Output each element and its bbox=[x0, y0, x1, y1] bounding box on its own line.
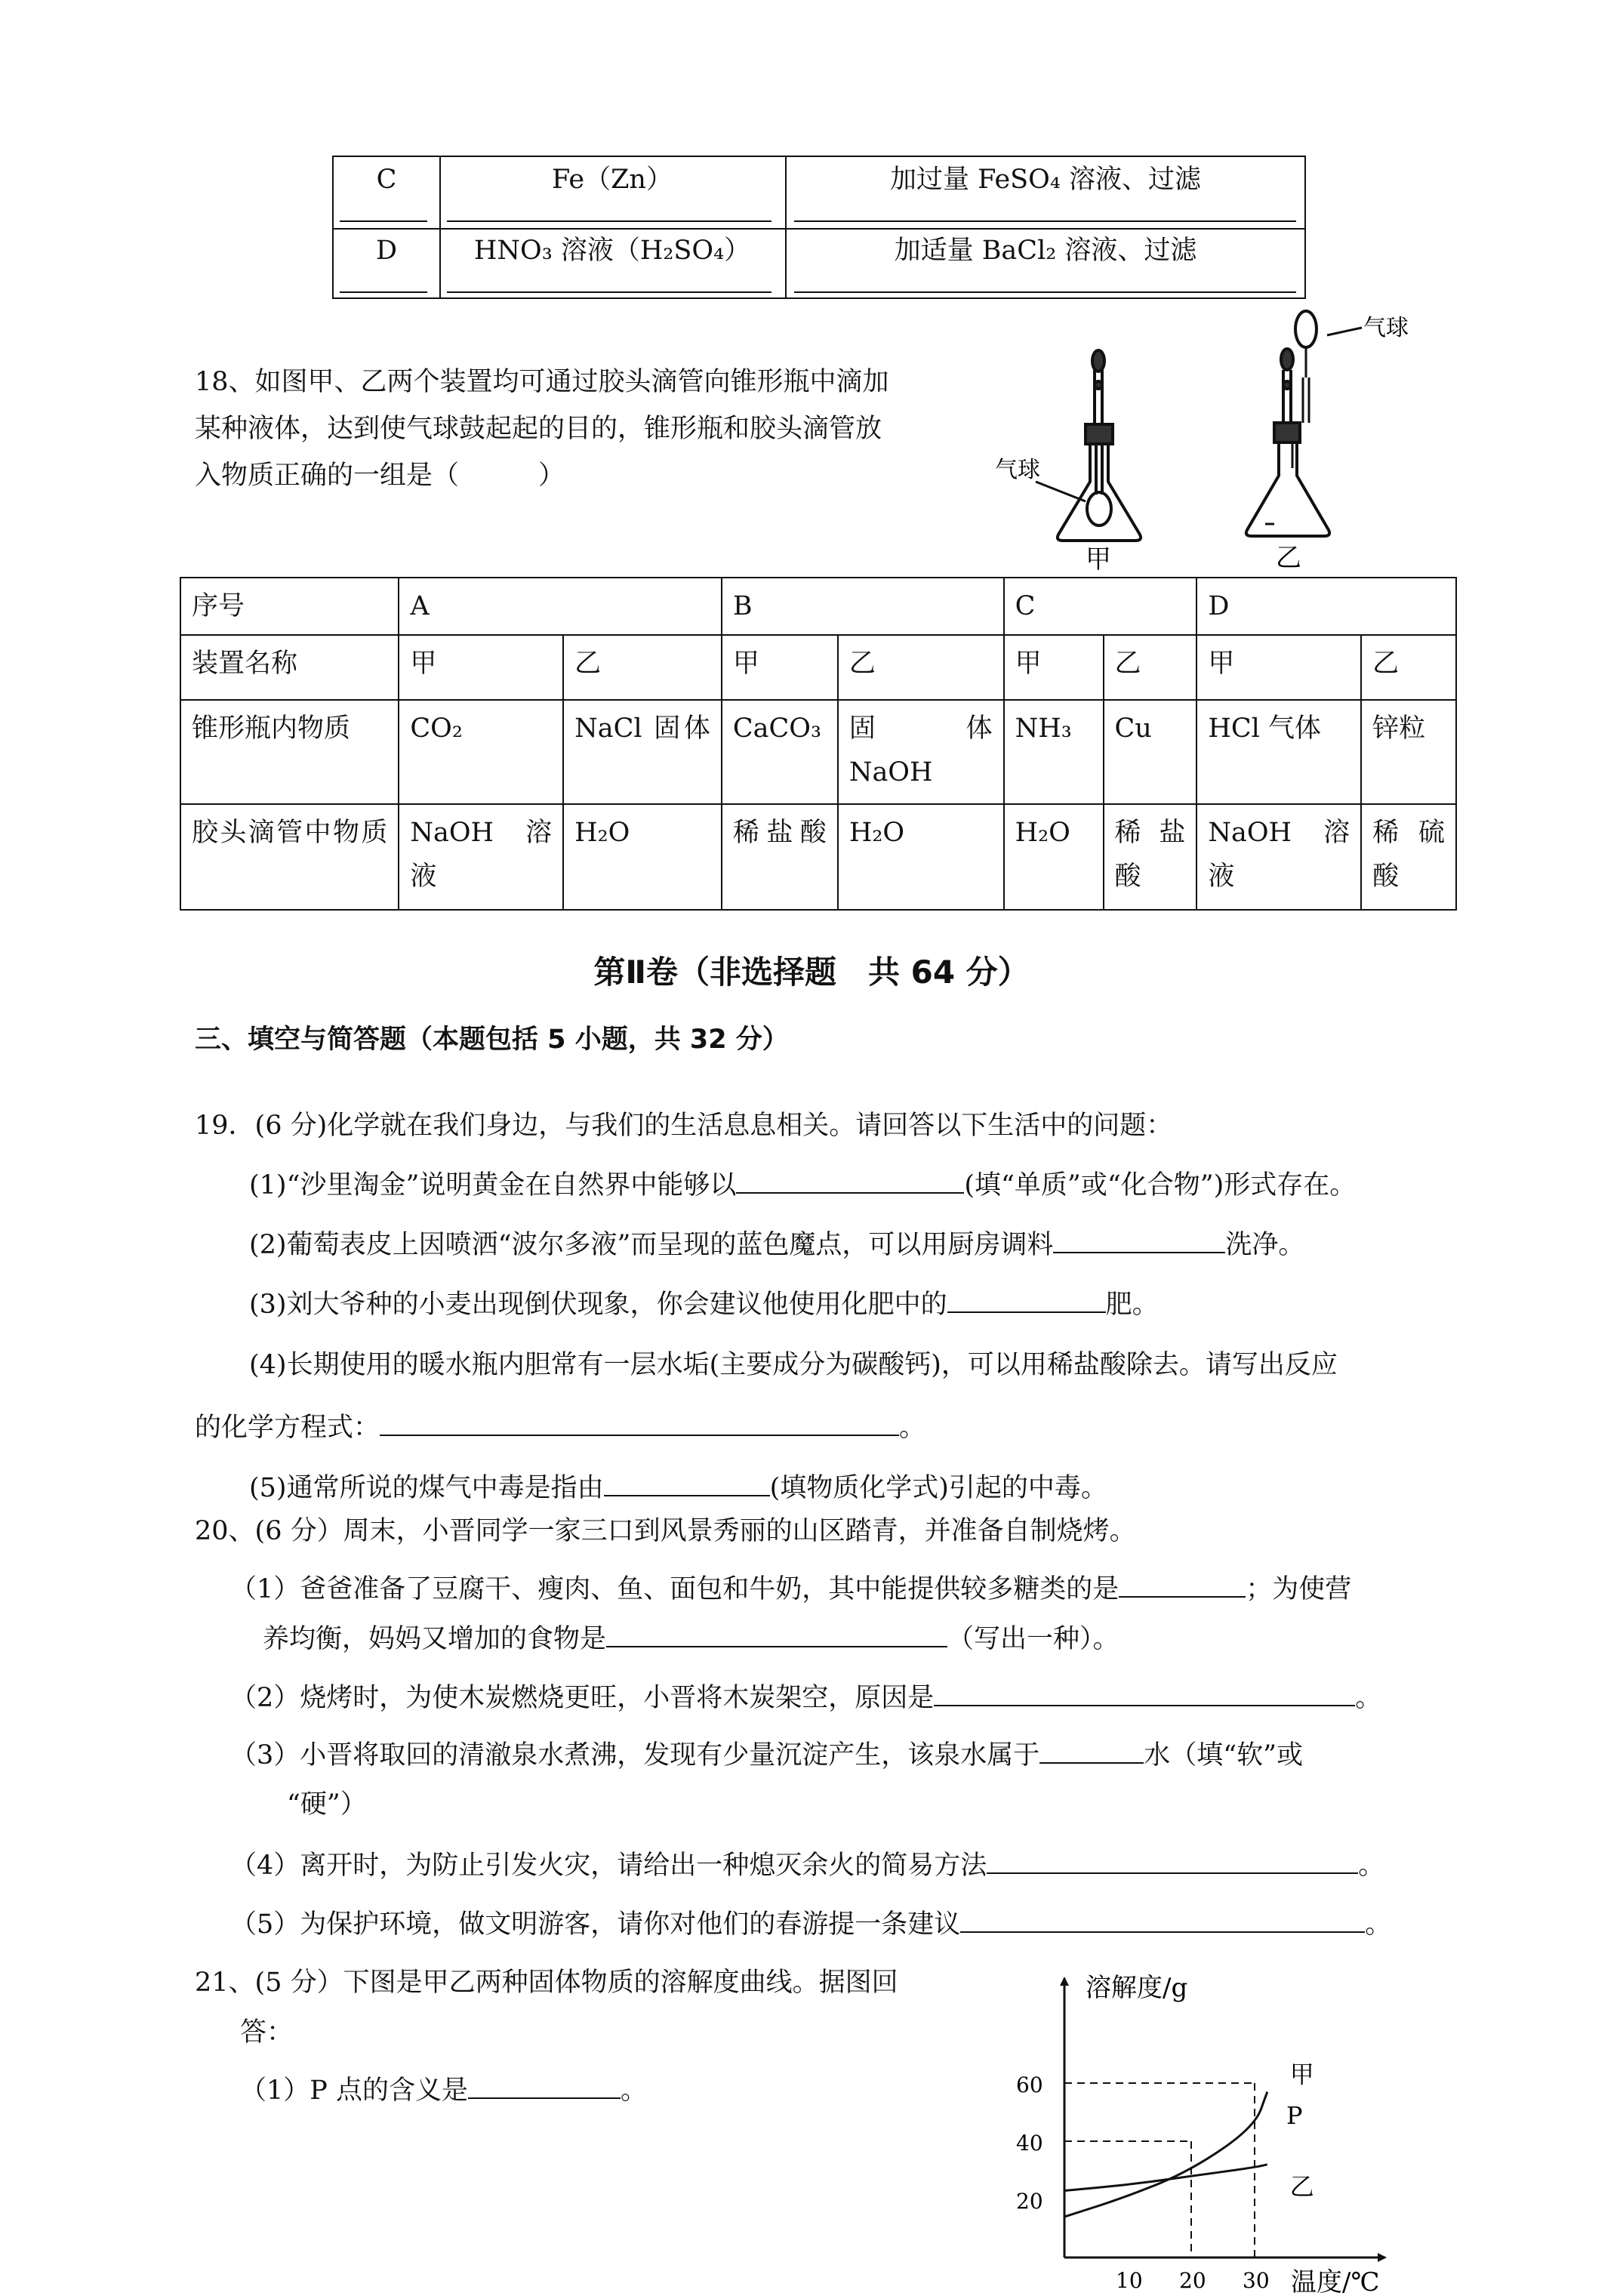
q18-line2: 某种液体，达到使气球鼓起起的目的，锥形瓶和胶头滴管放 bbox=[195, 414, 882, 444]
y-tick-label: 20 bbox=[1016, 2189, 1043, 2214]
dropper-cell: 稀盐酸 bbox=[1104, 804, 1197, 910]
q18-line3: 入物质正确的一组是（ ） bbox=[195, 461, 565, 491]
method-cell: 加适量 BaCl₂ 溶液、过滤 bbox=[894, 236, 1197, 266]
q19-part3: (3)刘大爷种的小麦出现倒伏现象，你会建议他使用化肥中的 肥。 bbox=[249, 1286, 1159, 1323]
balloon-label-jia: 气球 bbox=[995, 457, 1040, 483]
y-tick-label: 60 bbox=[1016, 2073, 1043, 2097]
device-cell: 乙 bbox=[1104, 635, 1197, 700]
flask-cell: CaCO₃ bbox=[722, 700, 838, 804]
option-b-header: B bbox=[722, 578, 1004, 635]
q20-part3-cont: “硬”） bbox=[287, 1789, 367, 1820]
series-line-yi bbox=[1064, 2165, 1267, 2191]
dropper-cell: H₂O bbox=[1004, 804, 1104, 910]
dropper-cell: H₂O bbox=[563, 804, 722, 910]
top-table bbox=[332, 156, 1306, 299]
row-label: C bbox=[376, 165, 397, 195]
flask-yi-icon bbox=[1246, 311, 1362, 536]
figure-label-jia: 甲 bbox=[1086, 544, 1111, 570]
table-row bbox=[180, 804, 1456, 910]
series-label: 乙 bbox=[1289, 2171, 1314, 2201]
table-row bbox=[334, 157, 1304, 228]
q20-part4: （4）离开时，为防止引发火灾，请给出一种熄灭余火的简易方法 。 bbox=[230, 1847, 1384, 1884]
y-tick-label: 40 bbox=[1016, 2131, 1043, 2156]
header-serial: 序号 bbox=[180, 578, 399, 635]
table-row bbox=[334, 228, 1304, 299]
q19-part5: (5)通常所说的煤气中毒是指由 (填物质化学式)引起的中毒。 bbox=[249, 1469, 1107, 1506]
table-row bbox=[180, 578, 1456, 635]
series-label: 甲 bbox=[1289, 2060, 1314, 2089]
header-device-name: 装置名称 bbox=[180, 635, 399, 700]
flask-cell: Cu bbox=[1104, 700, 1197, 804]
q19-part4-equation: 的化学方程式： 。 bbox=[195, 1409, 925, 1446]
device-cell: 甲 bbox=[1004, 635, 1104, 700]
dropper-cell: 稀硫酸 bbox=[1361, 804, 1456, 910]
header-flask-substance: 锥形瓶内物质 bbox=[180, 700, 399, 804]
q19-part1: (1)“沙里淘金”说明黄金在自然界中能够以 (填“单质”或“化合物”)形式存在。 bbox=[249, 1166, 1356, 1203]
solubility-chart bbox=[981, 1963, 1404, 2296]
q20-part1: （1）爸爸准备了豆腐干、瘦肉、鱼、面包和牛奶，其中能提供较多糖类的是 ；为使营 bbox=[230, 1570, 1351, 1607]
flask-cell: NaCl 固体 bbox=[563, 700, 722, 804]
header-dropper-substance: 胶头滴管中物质 bbox=[180, 804, 399, 910]
substance-cell: HNO₃ 溶液（H₂SO₄） bbox=[473, 236, 751, 266]
dropper-cell: H₂O bbox=[838, 804, 1004, 910]
substance-cell: Fe（Zn） bbox=[552, 165, 673, 195]
point-p-label: P bbox=[1286, 2100, 1303, 2130]
device-cell: 乙 bbox=[1361, 635, 1456, 700]
apparatus-figure bbox=[974, 310, 1442, 570]
q19-part4: (4)长期使用的暖水瓶内胆常有一层水垢(主要成分为碳酸钙)，可以用稀盐酸除去。请写出反应 bbox=[249, 1350, 1338, 1380]
flask-cell: 固体 NaOH bbox=[838, 700, 1004, 804]
q20-part3: （3）小晋将取回的清澈泉水煮沸，发现有少量沉淀产生，该泉水属于 水（填“软”或 bbox=[230, 1737, 1303, 1774]
figure-label-yi: 乙 bbox=[1276, 543, 1301, 570]
q20-part1-cont: 养均衡，妈妈又增加的食物是 （写出一种）。 bbox=[263, 1620, 1119, 1657]
q20-part5: （5）为保护环境，做文明游客，请你对他们的春游提一条建议 。 bbox=[230, 1906, 1391, 1943]
flask-cell: 锌粒 bbox=[1361, 700, 1456, 804]
q20-stem: 20、(6 分）周末，小晋同学一家三口到风景秀丽的山区踏青，并准备自制烧烤。 bbox=[195, 1516, 1136, 1546]
q19-part2: (2)葡萄表皮上因喷洒“波尔多液”而呈现的蓝色魔点，可以用厨房调料 洗净。 bbox=[249, 1226, 1304, 1263]
q21-line2: 答： bbox=[240, 2017, 294, 2048]
device-cell: 甲 bbox=[1196, 635, 1361, 700]
row-label: D bbox=[375, 236, 398, 266]
table-row bbox=[180, 700, 1456, 804]
option-d-header: D bbox=[1196, 578, 1456, 635]
flask-cell: HCl 气体 bbox=[1196, 700, 1361, 804]
device-cell: 甲 bbox=[399, 635, 563, 700]
table-row bbox=[180, 635, 1456, 700]
q21-line1: 21、(5 分）下图是甲乙两种固体物质的溶解度曲线。据图回 bbox=[195, 1968, 898, 1998]
x-tick-label: 30 bbox=[1243, 2268, 1270, 2293]
balloon-label-yi: 气球 bbox=[1363, 315, 1409, 341]
section-title: 第Ⅱ卷（非选择题 共 64 分） bbox=[593, 954, 1030, 991]
section3-title: 三、填空与简答题（本题包括 5 小题，共 32 分） bbox=[195, 1025, 789, 1055]
q18-line1: 18、如图甲、乙两个装置均可通过胶头滴管向锥形瓶中滴加 bbox=[195, 367, 889, 397]
device-cell: 乙 bbox=[563, 635, 722, 700]
dropper-cell: NaOH 溶液 bbox=[399, 804, 563, 910]
option-c-header: C bbox=[1004, 578, 1197, 635]
q19-stem: 19．(6 分)化学就在我们身边，与我们的生活息息相关。请回答以下生活中的问题： bbox=[195, 1111, 1173, 1141]
q21-part1: （1）P 点的含义是 。 bbox=[240, 2072, 647, 2109]
q20-part2: （2）烧烤时，为使木炭燃烧更旺，小晋将木炭架空，原因是 。 bbox=[230, 1679, 1381, 1716]
option-a-header: A bbox=[399, 578, 722, 635]
series-line-jia bbox=[1064, 2092, 1267, 2217]
flask-jia-icon bbox=[1036, 350, 1141, 541]
x-tick-label: 10 bbox=[1116, 2268, 1143, 2293]
device-cell: 乙 bbox=[838, 635, 1004, 700]
options-table bbox=[180, 577, 1457, 911]
dropper-cell: NaOH 溶液 bbox=[1196, 804, 1361, 910]
x-axis-label: 温度/℃ bbox=[1291, 2267, 1380, 2296]
device-cell: 甲 bbox=[722, 635, 838, 700]
x-tick-label: 20 bbox=[1179, 2268, 1206, 2293]
method-cell: 加过量 FeSO₄ 溶液、过滤 bbox=[889, 165, 1202, 195]
flask-cell: CO₂ bbox=[399, 700, 563, 804]
flask-cell: NH₃ bbox=[1004, 700, 1104, 804]
dropper-cell: 稀盐酸 bbox=[722, 804, 838, 910]
y-axis-label: 溶解度/g bbox=[1086, 1973, 1188, 2003]
